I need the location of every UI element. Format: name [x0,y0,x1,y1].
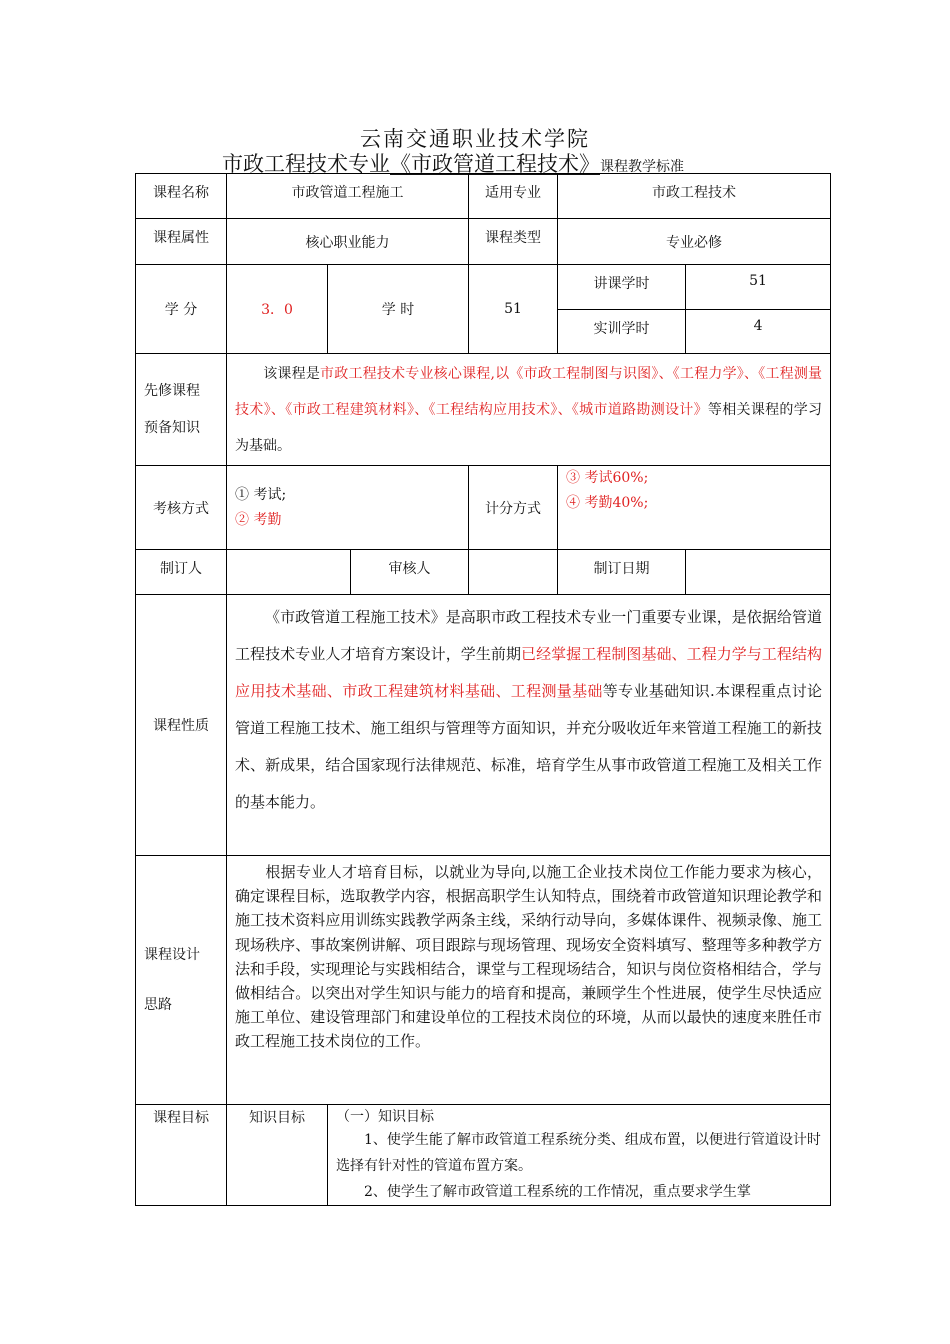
course-name-value: 市政管道工程施工 [227,174,469,219]
goal-label: 课程目标 [136,1105,227,1206]
attribute-value: 核心职业能力 [227,219,469,265]
doc-type: 课程教学标准 [600,159,684,175]
reviewer-value [469,550,558,595]
attribute-label: 课程属性 [136,219,227,265]
hours-label: 学 时 [328,265,469,354]
date-label: 制订日期 [558,550,686,595]
author-label: 制订人 [136,550,227,595]
assess-label: 考核方式 [136,466,227,550]
score-methods: ③ 考试60%; ④ 考勤40%; [558,466,831,550]
lecture-hours-value: 51 [686,265,831,310]
assess-methods: ① 考试; ② 考勤 [227,466,469,550]
score-label: 计分方式 [469,466,558,550]
prereq-label: 先修课程 预备知识 [136,354,227,466]
type-value: 专业必修 [558,219,831,265]
design-text: 根据专业人才培育目标，以就业为导向,以施工企业技术岗位工作能力要求为核心，确定课程目标，选取教学内容，根据高职学生认知特点，围绕着市政管道知识理论教学和施工技术资料应用训练实践教学两条主线，采纳行动导向，多媒体课件、视频录像、施工现场秩序、事故案例讲解、项目跟踪与现场管理、现场安全资料填写、整理等多种教学方法和手段，实现理论与实践相结合，课堂与工程现场结合，知识与岗位资格相结合，学与做相结合。以突出对学生知识与能力的培育和提高，兼顾学生个性进展，使学生尽快适应施工单位、建设管理部门和建设单位的工程技术岗位的环境，从而以最快的速度来胜任市政工程施工技术岗位的工作。 [227,856,831,1105]
school-title: 云南交通职业技术学院 [360,127,590,151]
author-value [227,550,351,595]
practice-hours-label: 实训学时 [558,310,686,354]
type-label: 课程类型 [469,219,558,265]
applicable-major-label: 适用专业 [469,174,558,219]
knowledge-goal-label: 知识目标 [227,1105,328,1206]
lecture-hours-label: 讲课学时 [558,265,686,310]
hours-value: 51 [469,265,558,354]
course-name-label: 课程名称 [136,174,227,219]
practice-hours-value: 4 [686,310,831,354]
credit-value: 3．0 [227,265,328,354]
major-name: 市政工程技术专业 [222,152,390,176]
nature-text: 《市政管道工程施工技术》是高职市政工程技术专业一门重要专业课，是依据给管道工程技术专业人才培育方案设计，学生前期已经掌握工程制图基础、工程力学与工程结构应用技术基础、市政工程建筑材料基础、工程测量基础等专业基础知识.本课程重点讨论管道工程施工技术、施工组织与管理等方面知识，并充分吸收近年来管道工程施工的新技术、新成果，结合国家现行法律规范、标准，培育学生从事市政管道工程施工及相关工作的基本能力。 [227,595,831,856]
design-label: 课程设计 思路 [136,856,227,1105]
course-title: 《市政管道工程技术》 [390,152,600,176]
date-value [686,550,831,595]
reviewer-label: 审核人 [351,550,469,595]
nature-label: 课程性质 [136,595,227,856]
applicable-major-value: 市政工程技术 [558,174,831,219]
credit-label: 学 分 [136,265,227,354]
course-info-table [135,173,831,1206]
knowledge-goal-text: （一）知识目标 1、使学生能了解市政管道工程系统分类、组成布置，以便进行管道设计时选择有针对性的管道布置方案。 2、使学生了解市政管道工程系统的工作情况，重点要求学生掌 [328,1105,831,1206]
prereq-text: 该课程是市政工程技术专业核心课程,以《市政工程制图与识图》、《工程力学》、《工程测量技术》、《市政工程建筑材料》、《工程结构应用技术》、《城市道路勘测设计》等相关课程的学习为基础。 [227,354,831,466]
